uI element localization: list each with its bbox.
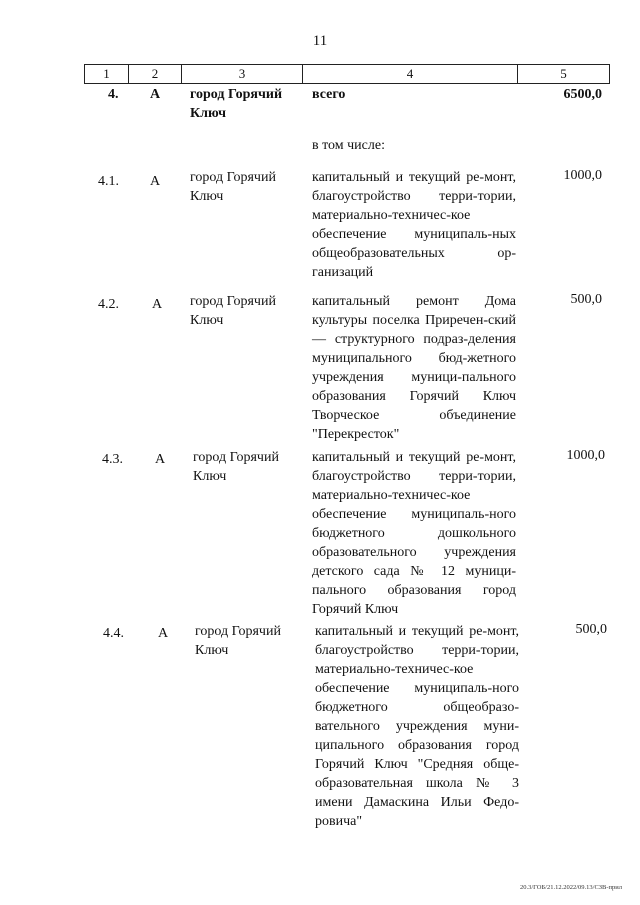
row-place: город Горячий Ключ [195,624,281,658]
row-number: 4.1. [98,174,119,189]
page-number: 11 [312,33,328,49]
header-col-5: 5 [560,66,567,81]
row-mark: А [150,87,161,102]
row-description: всего [312,87,346,102]
row-mark: А [152,297,163,312]
row-mark: А [150,174,161,189]
row-description: капитальный и текущий ре-монт, благоустройство терри-тории, материально-техничес-кое обеспечение муниципаль-ного бюджетного общеобразо-вательного учреждения муни-ципального образования город Горячий Ключ "Средняя обще-образовательная школа № 3 имени Дамаскина Ильи Федо-ровича" [315,624,519,829]
row-mark: А [158,626,169,641]
row-description: капитальный ремонт Дома культуры поселка Приречен-ский — структурного подраз-деления муниципального бюд-жетного учреждения муници-пального образования Горячий Ключ Творческое объединение "Перекресток" [312,294,516,442]
row-number: 4. [108,87,119,102]
row-amount: 1000,0 [563,168,602,183]
row-number: 4.3. [102,452,123,467]
header-col-4: 4 [303,65,518,83]
row-amount: 500,0 [570,292,602,307]
row-place: город Горячий Ключ [193,450,279,484]
row-place: город Горячий Ключ [190,170,276,204]
row-description: капитальный и текущий ре-монт, благоустройство терри-тории, материально-техничес-кое обеспечение муниципаль-ного бюджетного дошкольного образовательного учреждения детского сада № 12 муници-пального образования город Горячий Ключ [312,450,516,617]
document-code: 20.3/ГОБ/21.12.2022/09.13/СЗВ-прил [519,884,622,891]
header-col-3: 3 [182,65,303,83]
row-amount: 1000,0 [566,448,605,463]
row-mark: А [155,452,166,467]
header-col-1: 1 [85,65,129,83]
table-header [84,64,610,84]
row-description: капитальный и текущий ре-монт, благоустройство терри-тории, материально-техничес-кое обеспечение муниципаль-ных общеобразовательных ор-ганизаций [312,170,516,280]
row-place: город Горячий Ключ [190,87,283,121]
row-amount: 6500,0 [563,87,602,102]
row-number: 4.4. [103,626,124,641]
row-amount: 500,0 [575,622,607,637]
row-number: 4.2. [98,297,119,312]
row-place: город Горячий Ключ [190,294,276,328]
subheading: в том числе: [312,138,385,153]
header-col-2: 2 [129,65,182,83]
